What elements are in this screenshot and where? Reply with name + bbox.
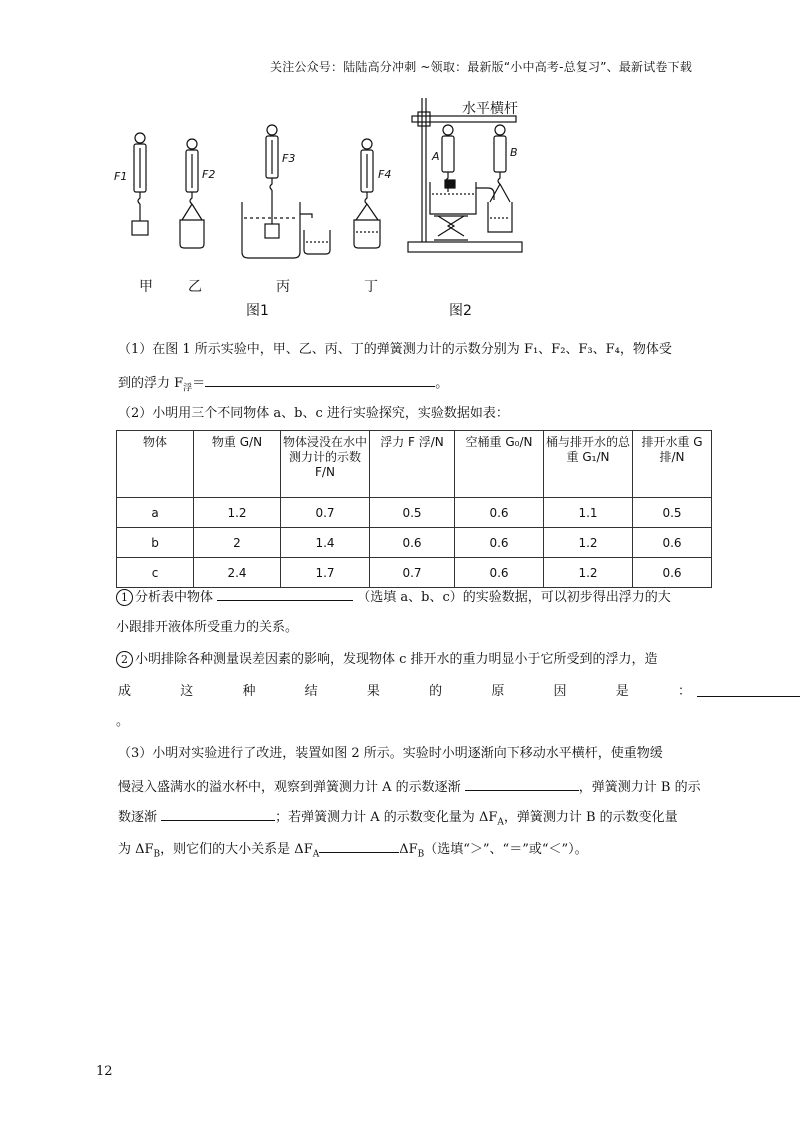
table-cell: c [117, 558, 194, 588]
q2-sub2-blank[interactable] [697, 696, 800, 697]
figure-2-diagram [404, 98, 530, 258]
page-number: 12 [96, 1064, 113, 1079]
figure-1-diagram [108, 118, 418, 278]
table-cell: a [117, 498, 194, 528]
table-cell: 2 [194, 528, 281, 558]
table-cell: 0.5 [370, 498, 455, 528]
table-cell: 0.7 [281, 498, 370, 528]
table-row [117, 558, 712, 588]
table-header: 空桶重 G₀/N [455, 431, 544, 498]
table-cell: b [117, 528, 194, 558]
caption-ding: 丁 [364, 279, 378, 295]
table-cell: 1.2 [194, 498, 281, 528]
table-row [117, 528, 712, 558]
table-header: 浮力 F 浮/N [370, 431, 455, 498]
table-header-row [117, 431, 712, 498]
q1-line2: 到的浮力 $F_浮=$ 。 [118, 372, 448, 399]
table-cell: 1.4 [281, 528, 370, 558]
data-table [116, 430, 712, 588]
q1-blank[interactable] [205, 372, 435, 387]
q1-line1: （1）在图 1 所示实验中，甲、乙、丙、丁的弹簧测力计的示数分别为 F₁、F₂、F₃、F₄，物体受 [118, 342, 672, 357]
meter-b-label: B [510, 146, 518, 159]
q3-line1: （3）小明对实验进行了改进，装置如图 2 所示。实验时小明逐渐向下移动水平横杆，使重物缓 [118, 746, 663, 761]
table-cell: 1.2 [544, 528, 633, 558]
label-f3: F3 [282, 152, 296, 165]
table-row [117, 498, 712, 528]
table-cell: 2.4 [194, 558, 281, 588]
q2-sub1-line1: 1 分析表中物体 （选填 a、b、c）的实验数据，可以初步得出浮力的大 [116, 586, 671, 608]
table-header: 物体 [117, 431, 194, 498]
figure-1-title: 图1 [246, 303, 269, 319]
caption-jia: 甲 [139, 279, 153, 295]
q3-line3: 数逐渐 ；若弹簧测力计 A 的示数变化量为 $\Delta F_A$，弹簧测力计 B 的示数变化量 [118, 806, 678, 833]
q3-blank-b[interactable] [161, 806, 275, 821]
spring-scale-bing [242, 125, 330, 258]
circled-number-1: 1 [116, 589, 133, 606]
q3-blank-a[interactable] [465, 776, 579, 791]
table-cell: 0.6 [370, 528, 455, 558]
figure-2-bar-label: 水平横杆 [462, 101, 518, 117]
table-header: 排开水重 G 排/N [633, 431, 712, 498]
label-f4: F4 [378, 168, 392, 181]
q2-sub2-end: 。 [116, 714, 130, 729]
table-cell: 0.7 [370, 558, 455, 588]
table-header: 桶与排开水的总重 G₁/N [544, 431, 633, 498]
page-header: 关注公众号：陆陆高分冲刺 ~领取：最新版“小中高考-总复习”、最新试卷下载 [270, 60, 693, 74]
spring-scale-yi [180, 139, 204, 248]
q2-sub1-blank[interactable] [217, 586, 353, 601]
table-header: 物重 G/N [194, 431, 281, 498]
spring-scale-ding [354, 139, 380, 248]
table-cell: 1.2 [544, 558, 633, 588]
q3-blank-c[interactable] [319, 838, 399, 853]
label-f2: F2 [202, 168, 216, 181]
table-cell: 1.7 [281, 558, 370, 588]
q2-intro: （2）小明用三个不同物体 a、b、c 进行实验探究，实验数据如表： [118, 406, 509, 421]
q3-line4: 为 $\Delta F_B$，则它们的大小关系是 $\Delta F_A$ $\Delta F_B$（选填“＞”、“＝”或“＜”）。 [118, 838, 588, 865]
table-cell: 0.6 [455, 528, 544, 558]
circled-number-2: 2 [116, 651, 133, 668]
meter-a-label: A [432, 150, 440, 163]
table-cell: 0.6 [633, 528, 712, 558]
table-cell: 0.6 [633, 558, 712, 588]
table-header: 物体浸没在水中测力计的示数 F/N [281, 431, 370, 498]
spring-scale-jia [132, 133, 148, 235]
label-f1: F1 [114, 170, 128, 183]
figure-2-title: 图2 [449, 303, 472, 319]
table-cell: 0.6 [455, 498, 544, 528]
table-cell: 0.5 [633, 498, 712, 528]
caption-yi: 乙 [188, 279, 202, 295]
table-cell: 0.6 [455, 558, 544, 588]
q2-sub2-line1: 2 小明排除各种测量误差因素的影响，发现物体 c 排开水的重力明显小于它所受到的浮力，造 [116, 650, 658, 670]
table-cell: 1.1 [544, 498, 633, 528]
q2-sub1-line2: 小跟排开液体所受重力的关系。 [116, 620, 299, 635]
q2-sub2-line2: 成 这 种 结 果 的 原 因 是 ： [118, 684, 691, 699]
caption-bing: 丙 [276, 279, 290, 295]
q3-line2: 慢浸入盛满水的溢水杯中，观察到弹簧测力计 A 的示数逐渐 ，弹簧测力计 B 的示 [118, 776, 701, 798]
